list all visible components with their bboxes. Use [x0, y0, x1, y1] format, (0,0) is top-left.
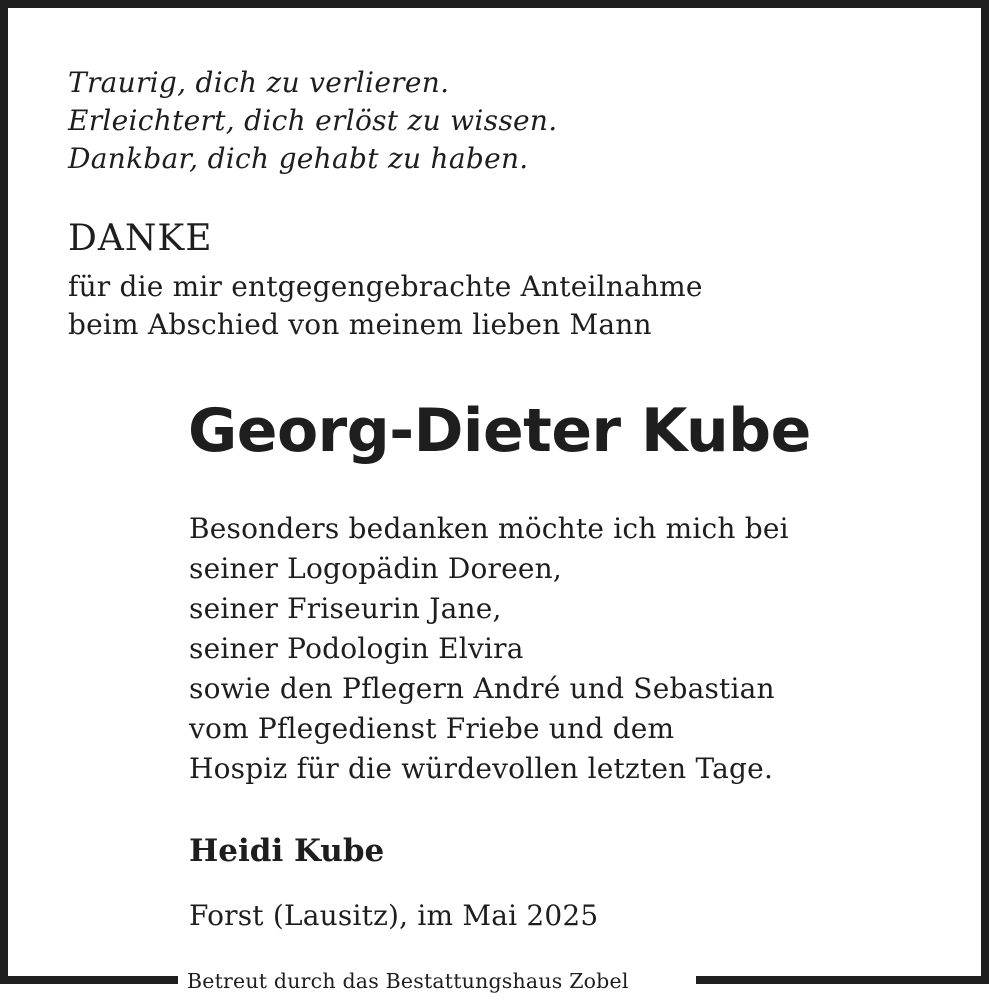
motto-line: Erleichtert, dich erlöst zu wissen.	[68, 104, 558, 137]
thanks-line: Hospiz für die würdevollen letzten Tage.	[189, 752, 774, 785]
motto-line: Traurig, dich zu verlieren.	[68, 66, 450, 99]
thanks-line: vom Pflegedienst Friebe und dem	[189, 712, 675, 745]
thanks-line: seiner Logopädin Doreen,	[189, 552, 563, 585]
bottom-rule-left	[0, 976, 178, 984]
bottom-rule-right	[696, 976, 989, 984]
funeral-home-credit: Betreut durch das Bestattungshaus Zobel	[187, 969, 629, 993]
thanks-heading: DANKE	[68, 218, 213, 259]
intro-line: für die mir entgegengebrachte Anteilnahme	[68, 270, 703, 303]
thanks-line: seiner Podologin Elvira	[189, 632, 524, 665]
deceased-name: Georg-Dieter Kube	[188, 396, 811, 466]
special-thanks-text	[189, 509, 789, 789]
place-and-date: Forst (Lausitz), im Mai 2025	[189, 899, 599, 932]
intro-line: beim Abschied von meinem lieben Mann	[68, 308, 652, 341]
motto-verse	[68, 64, 557, 178]
thanks-line: sowie den Pflegern André und Sebastian	[189, 672, 775, 705]
thanks-line: seiner Friseurin Jane,	[189, 592, 502, 625]
thanks-line: Besonders bedanken möchte ich mich bei	[189, 512, 789, 545]
signature: Heidi Kube	[189, 833, 385, 869]
intro-text	[68, 268, 703, 344]
motto-line: Dankbar, dich gehabt zu haben.	[68, 142, 529, 175]
